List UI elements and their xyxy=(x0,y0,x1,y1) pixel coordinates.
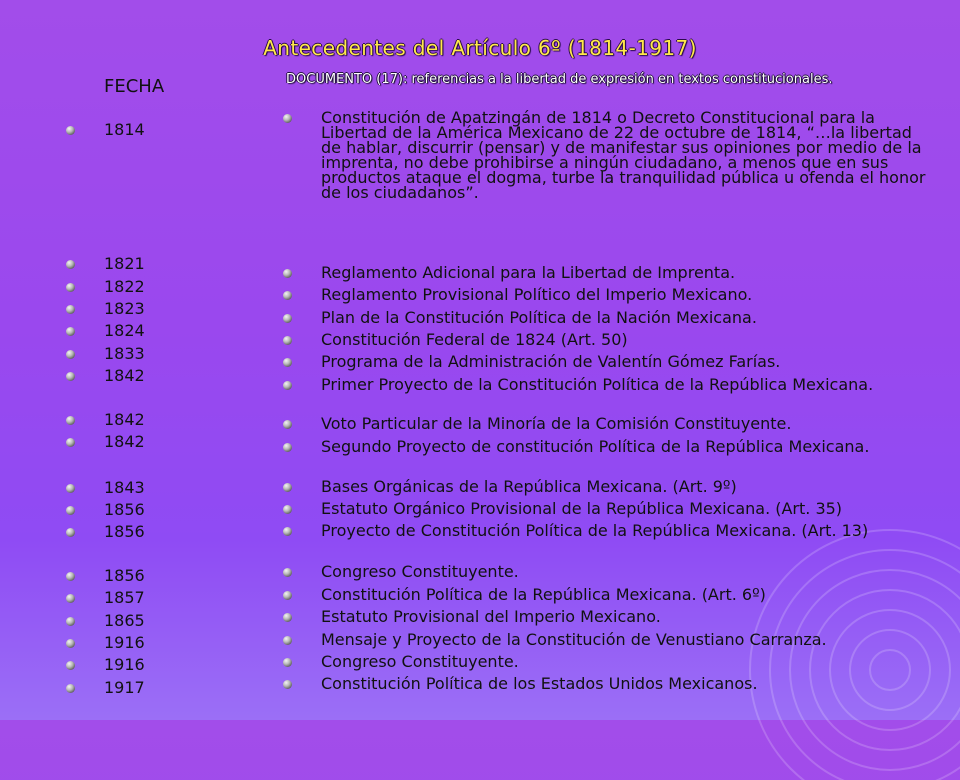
date-item: 1856 xyxy=(104,523,145,541)
date-item: 1822 xyxy=(104,278,145,296)
date-item: 1865 xyxy=(104,612,145,630)
date-item: 1857 xyxy=(104,589,145,607)
document-item: Congreso Constituyente. xyxy=(321,654,931,669)
slide-title: Antecedentes del Artículo 6º (1814-1917) xyxy=(263,36,697,60)
document-item: Constitución Federal de 1824 (Art. 50) xyxy=(321,332,931,347)
bullet-icon xyxy=(283,505,292,514)
bullet-icon xyxy=(66,350,75,359)
document-item: Congreso Constituyente. xyxy=(321,564,931,579)
date-item: 1814 xyxy=(104,121,145,139)
date-item: 1823 xyxy=(104,300,145,318)
date-item: 1842 xyxy=(104,433,145,451)
bullet-icon xyxy=(283,291,292,300)
bullet-icon xyxy=(66,327,75,336)
bullet-icon xyxy=(283,483,292,492)
date-item: 1842 xyxy=(104,411,145,429)
bullet-icon xyxy=(283,443,292,452)
bullet-icon xyxy=(283,114,292,123)
document-item: Mensaje y Proyecto de la Constitución de Venustiano Carranza. xyxy=(321,632,931,647)
date-item: 1917 xyxy=(104,679,145,697)
date-item: 1916 xyxy=(104,634,145,652)
date-item: 1856 xyxy=(104,567,145,585)
document-item: Plan de la Constitución Política de la Nación Mexicana. xyxy=(321,310,931,325)
document-item: Programa de la Administración de Valentín Gómez Farías. xyxy=(321,354,931,369)
bullet-icon xyxy=(283,527,292,536)
bullet-icon xyxy=(283,269,292,278)
bullet-icon xyxy=(66,416,75,425)
bullet-icon xyxy=(66,528,75,537)
bullet-icon xyxy=(283,314,292,323)
bullet-icon xyxy=(66,438,75,447)
document-item: Reglamento Provisional Político del Imperio Mexicano. xyxy=(321,287,931,302)
bullet-icon xyxy=(66,305,75,314)
date-item: 1821 xyxy=(104,255,145,273)
bullet-icon xyxy=(66,126,75,135)
bullet-icon xyxy=(283,658,292,667)
document-item: Constitución Política de los Estados Unidos Mexicanos. xyxy=(321,676,931,691)
document-item: Estatuto Provisional del Imperio Mexicano. xyxy=(321,609,931,624)
document-item: Reglamento Adicional para la Libertad de Imprenta. xyxy=(321,265,931,280)
date-item: 1856 xyxy=(104,501,145,519)
document-item: Estatuto Orgánico Provisional de la República Mexicana. (Art. 35) xyxy=(321,501,931,516)
bullet-icon xyxy=(66,661,75,670)
document-item: Constitución Política de la República Mexicana. (Art. 6º) xyxy=(321,587,931,602)
date-item: 1824 xyxy=(104,322,145,340)
bullet-icon xyxy=(283,381,292,390)
bullet-icon xyxy=(66,684,75,693)
document-item: Primer Proyecto de la Constitución Política de la República Mexicana. xyxy=(321,377,931,392)
date-item: 1843 xyxy=(104,479,145,497)
document-item: Proyecto de Constitución Política de la República Mexicana. (Art. 13) xyxy=(321,523,931,538)
bullet-icon xyxy=(66,617,75,626)
bullet-icon xyxy=(283,680,292,689)
bullet-icon xyxy=(283,336,292,345)
bullet-icon xyxy=(66,639,75,648)
date-item: 1842 xyxy=(104,367,145,385)
bullet-icon xyxy=(66,372,75,381)
fecha-header: FECHA xyxy=(104,76,165,97)
bullet-icon xyxy=(283,636,292,645)
bullet-icon xyxy=(66,506,75,515)
bullet-icon xyxy=(66,594,75,603)
bullet-icon xyxy=(283,613,292,622)
bullet-icon xyxy=(66,283,75,292)
document-item: Voto Particular de la Minoría de la Comisión Constituyente. xyxy=(321,416,931,431)
bullet-icon xyxy=(283,568,292,577)
document-item: Segundo Proyecto de constitución Política de la República Mexicana. xyxy=(321,439,931,454)
document-item: Bases Orgánicas de la República Mexicana. (Art. 9º) xyxy=(321,479,931,494)
date-item: 1833 xyxy=(104,345,145,363)
bullet-icon xyxy=(66,484,75,493)
bullet-icon xyxy=(66,260,75,269)
bullet-icon xyxy=(283,420,292,429)
documento-header: DOCUMENTO (17): referencias a la libertad de expresión en textos constitucionales. xyxy=(286,72,833,87)
date-item: 1916 xyxy=(104,656,145,674)
document-item: Constitución de Apatzingán de 1814 o Decreto Constitucional para la Libertad de la América Mexicano de 22 de octubre de 1814, “…la libertad de hablar, discurrir (pensar) y de manifestar sus opiniones por medio de la imprenta, no debe prohibirse a ningún ciudadano, a menos que en sus productos ataque el dogma, turbe la tranquilidad pública u ofenda el honor de los ciudadanos”. xyxy=(321,110,931,200)
bullet-icon xyxy=(283,358,292,367)
bullet-icon xyxy=(283,591,292,600)
bullet-icon xyxy=(66,572,75,581)
